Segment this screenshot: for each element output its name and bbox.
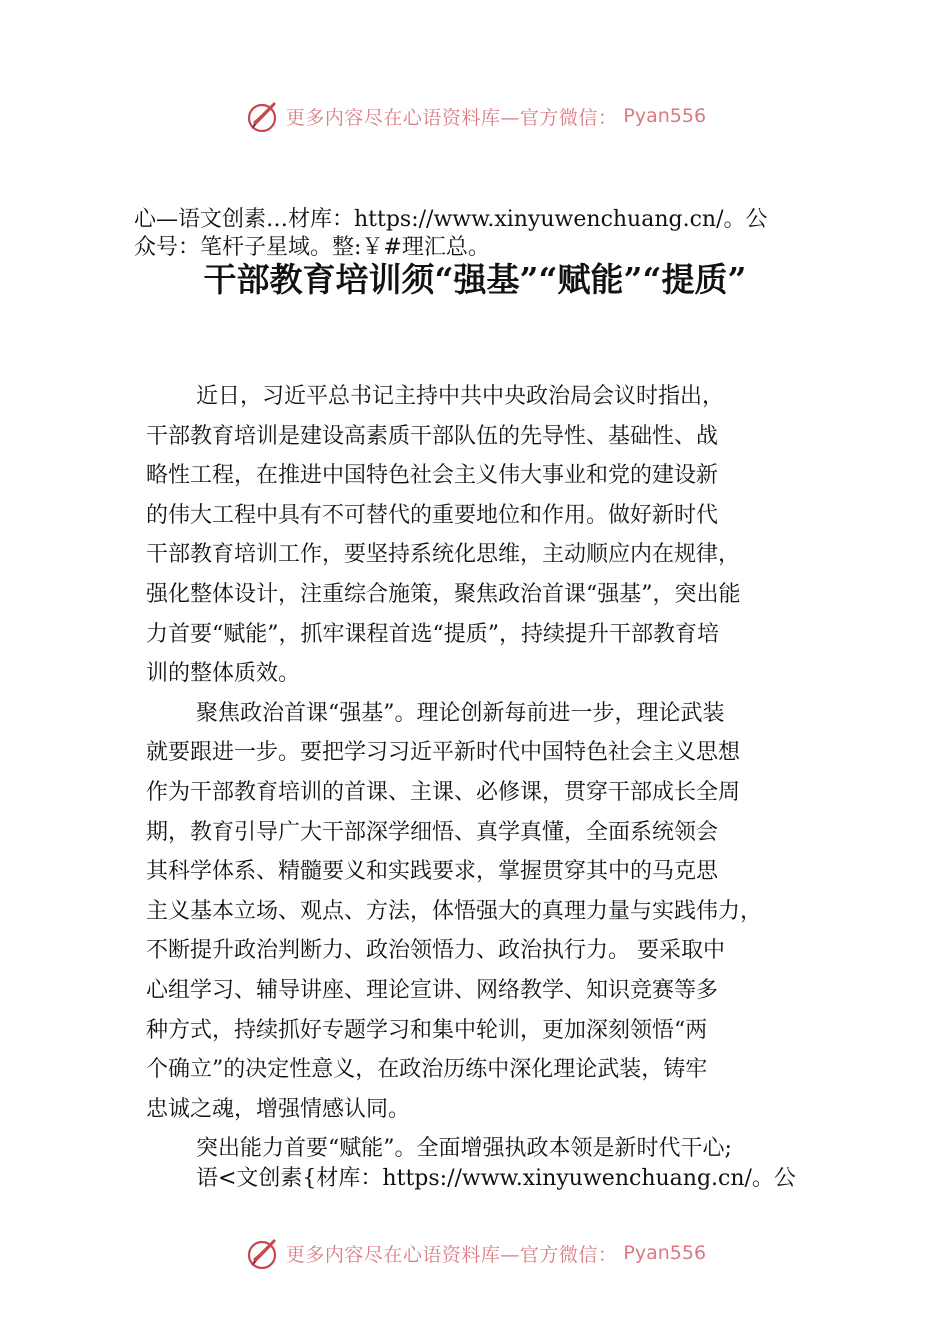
body-line: 作为干部教育培训的首课、主课、必修课，贯穿干部成长全周 xyxy=(146,779,741,805)
pen-logo-icon xyxy=(244,1235,280,1271)
watermark-wechat-id: Pyan556 xyxy=(623,105,707,127)
header-watermark xyxy=(0,96,950,136)
body-line: 干部教育培训工作，要坚持系统化思维，主动顺应内在规律， xyxy=(146,542,741,568)
article-title: 干部教育培训须“强基”“赋能”“提质” xyxy=(203,260,747,299)
source-overlay-bottom xyxy=(196,1165,846,1193)
watermark-text: 更多内容尽在心语资料库—官方微信： xyxy=(285,106,618,129)
source-overlay-top xyxy=(134,206,834,262)
body-line: 训的整体质效。 xyxy=(146,661,301,687)
pen-logo-icon xyxy=(244,98,280,134)
body-line: 期，教育引导广大干部深学细悟、真学真懂，全面系统领会 xyxy=(146,819,719,845)
body-line: 个确立”的决定性意义，在政治历练中深化理论武装，铸牢 xyxy=(146,1057,708,1083)
body-line: 心组学习、辅导讲座、理论宣讲、网络教学、知识竞赛等多 xyxy=(146,977,719,1003)
body-line: 种方式，持续抓好专题学习和集中轮训，更加深刻领悟“两 xyxy=(146,1017,708,1043)
overlay-line: 心—语文创素…材库：https://www.xinyuwenchuang.cn/。公 xyxy=(134,207,768,232)
body-line: 聚焦政治首课“强基”。理论创新每前进一步，理论武装 xyxy=(196,700,725,726)
body-line: 忠诚之魂，增强情感认同。 xyxy=(146,1096,411,1122)
watermark-text: 更多内容尽在心语资料库—官方微信： xyxy=(285,1243,618,1266)
body-line: 主义基本立场、观点、方法，体悟强大的真理力量与实践伟力， xyxy=(146,898,763,924)
body-line: 力首要“赋能”，抓牢课程首选“提质”，持续提升干部教育培 xyxy=(146,621,719,647)
overlay-line: 语<文创素{材库：https://www.xinyuwenchuang.cn/。公 xyxy=(196,1166,796,1191)
article-body xyxy=(146,377,814,1169)
body-line: 不断提升政治判断力、政治领悟力、政治执行力。 要采取中 xyxy=(146,938,725,964)
body-line: 强化整体设计，注重综合施策，聚焦政治首课“强基”，突出能 xyxy=(146,581,741,607)
overlay-line: 众号：笔杆子星域。整:￥#理汇总。 xyxy=(134,235,490,260)
body-line: 就要跟进一步。要把学习习近平新时代中国特色社会主义思想 xyxy=(146,740,741,766)
body-line: 略性工程，在推进中国特色社会主义伟大事业和党的建设新 xyxy=(146,463,719,489)
body-line: 近日，习近平总书记主持中共中央政治局会议时指出， xyxy=(196,384,725,409)
body-line: 突出能力首要“赋能”。全面增强执政本领是新时代干心; xyxy=(196,1136,732,1162)
body-line: 的伟大工程中具有不可替代的重要地位和作用。做好新时代 xyxy=(146,502,719,528)
body-line: 干部教育培训是建设高素质干部队伍的先导性、基础性、战 xyxy=(146,423,719,449)
footer-watermark xyxy=(0,1233,950,1273)
body-line: 其科学体系、精髓要义和实践要求，掌握贯穿其中的马克思 xyxy=(146,859,719,885)
watermark-wechat-id: Pyan556 xyxy=(623,1242,707,1264)
